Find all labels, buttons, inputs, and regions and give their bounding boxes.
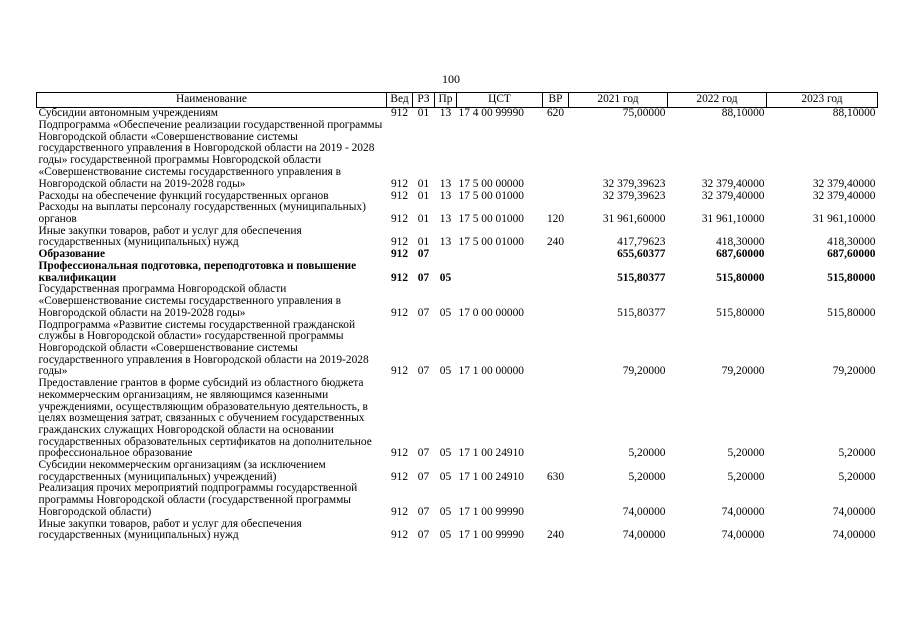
header-ved: Вед [387, 93, 413, 108]
row-rz: 07 [417, 271, 430, 284]
table-row [37, 519, 878, 542]
table-row [37, 460, 878, 483]
row-rz: 01 [417, 189, 430, 202]
row-name: Расходы на выплаты персоналу государственных (муниципальных) органов [38, 201, 366, 225]
row-2023: 31 961,10000 [812, 212, 876, 225]
row-name: Предоставление грантов в форме субсидий из областного бюджета некоммерческим организациям, не являющимся казенными учреждениями, осуществляющим образовательную деятельность, в целях возмещения затрат, связанных с обучением государственных гражданских служащих Новгородской области на основании государственных образовательных сертификатов на дополнительное профессиональное образование [38, 377, 372, 460]
row-ved: 912 [390, 107, 409, 120]
row-2021: 515,80377 [617, 306, 666, 319]
row-2022: 687,60000 [716, 248, 765, 261]
row-name: Реализация прочих мероприятий подпрограммы государственной программы Новгородской области (государственной программы Новгородской области) [38, 482, 358, 518]
row-2022: 5,20000 [727, 470, 765, 483]
row-name: Подпрограмма «Развитие системы государственной гражданской службы в Новгородской области» государственной программы Новгородской области «Совершенствование системы государственного управления в Новгородской области на 2019-2028 годы» [38, 318, 369, 378]
row-cst: 17 1 00 00000 [458, 365, 524, 378]
row-cst: 17 5 00 00000 [458, 177, 524, 190]
row-name: Расходы на обеспечение функций государственных органов [38, 189, 329, 202]
row-2023: 79,20000 [832, 365, 876, 378]
row-2022: 74,00000 [721, 529, 765, 542]
row-cst: 17 0 00 00000 [458, 306, 524, 319]
row-2021: 32 379,39623 [602, 189, 666, 202]
row-2022: 418,30000 [716, 236, 765, 249]
row-rz: 07 [417, 447, 430, 460]
row-2022: 32 379,40000 [701, 189, 765, 202]
row-2023: 32 379,40000 [812, 177, 876, 190]
row-vr [543, 284, 569, 319]
row-pr: 05 [439, 447, 452, 460]
row-ved: 912 [390, 271, 409, 284]
row-rz: 07 [417, 470, 430, 483]
row-2021: 655,60377 [617, 248, 666, 261]
row-2023: 5,20000 [838, 470, 876, 483]
row-2023: 88,10000 [832, 107, 876, 120]
header-2023: 2023 год [767, 93, 878, 108]
header-2022: 2022 год [668, 93, 767, 108]
row-rz: 07 [417, 505, 430, 518]
row-pr [435, 249, 457, 261]
row-2022: 5,20000 [727, 447, 765, 460]
table-row [37, 378, 878, 460]
row-vr: 240 [546, 529, 565, 542]
row-ved: 912 [390, 212, 409, 225]
row-2021: 515,80377 [617, 271, 666, 284]
row-cst [457, 261, 543, 284]
row-ved: 912 [390, 306, 409, 319]
page-number: 100 [442, 72, 460, 86]
header-cst: ЦСТ [457, 93, 543, 108]
row-2021: 79,20000 [622, 365, 666, 378]
row-rz: 01 [417, 236, 430, 249]
row-vr [543, 249, 569, 261]
row-pr: 05 [439, 529, 452, 542]
row-cst: 17 1 00 99990 [458, 505, 524, 518]
row-rz: 07 [417, 306, 430, 319]
row-ved: 912 [390, 505, 409, 518]
row-pr: 05 [439, 505, 452, 518]
row-cst: 17 5 00 01000 [458, 236, 524, 249]
row-2022: 79,20000 [721, 365, 765, 378]
row-rz: 07 [417, 365, 430, 378]
row-2022: 515,80000 [716, 306, 765, 319]
row-2023: 74,00000 [832, 529, 876, 542]
row-2023: 515,80000 [827, 306, 876, 319]
row-rz: 07 [417, 529, 430, 542]
row-name: Образование [38, 248, 106, 261]
table-row [37, 120, 878, 190]
row-2022: 74,00000 [721, 505, 765, 518]
row-ved: 912 [390, 189, 409, 202]
row-cst: 17 1 00 24910 [458, 447, 524, 460]
row-2023: 32 379,40000 [812, 189, 876, 202]
row-cst: 17 1 00 99990 [458, 529, 524, 542]
row-vr [543, 378, 569, 460]
row-ved: 912 [390, 365, 409, 378]
row-ved: 912 [390, 470, 409, 483]
row-vr [543, 320, 569, 379]
header-2021: 2021 год [569, 93, 668, 108]
row-rz: 07 [417, 248, 430, 261]
row-2023: 515,80000 [827, 271, 876, 284]
row-2021: 417,79623 [617, 236, 666, 249]
row-pr: 13 [439, 236, 452, 249]
row-pr: 05 [439, 271, 452, 284]
row-ved: 912 [390, 177, 409, 190]
row-vr: 620 [546, 107, 565, 120]
row-2021: 74,00000 [622, 505, 666, 518]
row-cst: 17 1 00 24910 [458, 470, 524, 483]
row-rz: 01 [417, 212, 430, 225]
row-2022: 31 961,10000 [701, 212, 765, 225]
row-name: Субсидии автономным учреждениям [38, 107, 218, 120]
header-vr: ВР [543, 93, 569, 108]
row-pr: 13 [439, 107, 452, 120]
table-row [37, 261, 878, 284]
table-row [37, 320, 878, 379]
row-ved: 912 [390, 447, 409, 460]
row-ved: 912 [390, 529, 409, 542]
row-2022: 32 379,40000 [701, 177, 765, 190]
row-pr: 05 [439, 365, 452, 378]
row-2021: 75,00000 [622, 107, 666, 120]
row-vr [543, 261, 569, 284]
table-header-row [37, 93, 878, 108]
row-2022: 515,80000 [716, 271, 765, 284]
row-cst: 17 5 00 01000 [458, 212, 524, 225]
row-vr [543, 120, 569, 190]
row-name: Профессиональная подготовка, переподготовка и повышение квалификации [38, 260, 357, 284]
budget-table [36, 92, 878, 542]
header-rz: РЗ [413, 93, 435, 108]
row-name: Государственная программа Новгородской области «Совершенствование системы государственного управления в Новгородской области на 2019-2028 годы» [38, 283, 342, 319]
row-2021: 31 961,60000 [602, 212, 666, 225]
row-2023: 687,60000 [827, 248, 876, 261]
row-cst [457, 249, 543, 261]
row-cst: 17 5 00 01000 [458, 189, 524, 202]
row-pr: 05 [439, 470, 452, 483]
row-2023: 418,30000 [827, 236, 876, 249]
row-pr: 13 [439, 212, 452, 225]
row-vr [543, 190, 569, 202]
row-cst: 17 4 00 99990 [458, 107, 524, 120]
row-ved: 912 [390, 236, 409, 249]
row-rz: 01 [417, 177, 430, 190]
row-pr: 05 [439, 306, 452, 319]
header-pr: Пр [435, 93, 457, 108]
row-name: Иные закупки товаров, работ и услуг для обеспечения государственных (муниципальных) нужд [38, 224, 302, 249]
row-vr [543, 483, 569, 518]
table-row [37, 202, 878, 225]
row-name: Подпрограмма «Обеспечение реализации государственной программы Новгородской области «Совершенствование системы государственного управления в Новгородской области на 2019 - 2028 годы» государственной программы Новгородской области «Совершенствование системы государственного управления в Новгородской области на 2019-2028 годы» [38, 119, 383, 190]
row-vr: 120 [546, 212, 565, 225]
table-row [37, 226, 878, 249]
row-2021: 74,00000 [622, 529, 666, 542]
row-rz: 01 [417, 107, 430, 120]
row-vr: 630 [546, 470, 565, 483]
row-pr: 13 [439, 177, 452, 190]
row-pr: 13 [439, 189, 452, 202]
row-name: Субсидии некоммерческим организациям (за исключением государственных (муниципальных) учреждений) [38, 459, 326, 483]
row-2023: 74,00000 [832, 505, 876, 518]
row-2021: 5,20000 [628, 447, 666, 460]
row-2021: 5,20000 [628, 470, 666, 483]
row-vr: 240 [546, 236, 565, 249]
row-ved: 912 [390, 248, 409, 261]
row-2023: 5,20000 [838, 447, 876, 460]
table-row [37, 483, 878, 518]
row-2022: 88,10000 [721, 107, 765, 120]
table-row [37, 284, 878, 319]
row-name: Иные закупки товаров, работ и услуг для обеспечения государственных (муниципальных) нужд [38, 517, 302, 542]
row-2021: 32 379,39623 [602, 177, 666, 190]
header-name: Наименование [37, 93, 387, 108]
